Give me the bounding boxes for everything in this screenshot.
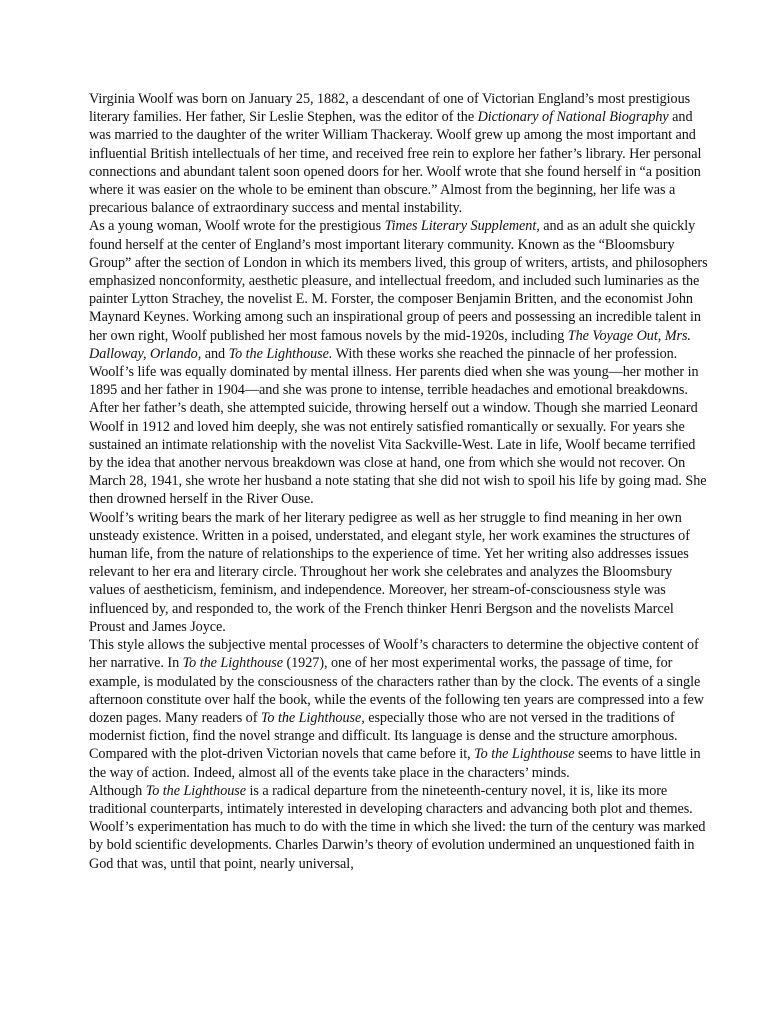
text-run: and bbox=[201, 345, 229, 362]
text-run: As a young woman, Woolf wrote for the prestigious bbox=[89, 218, 385, 235]
paragraph-5 bbox=[89, 636, 709, 782]
text-run: Virginia Woolf was born on January 25, 1882, a descendant of one of Victorian England’s most prestigious literary families. Her father, Sir Leslie Stephen, was the editor of the bbox=[89, 91, 691, 126]
italic-title-run: Dictionary of National Biography bbox=[477, 109, 669, 126]
text-run: With these works she reached the pinnacle of her profession. bbox=[332, 345, 678, 362]
text-run: Woolf’s life was equally dominated by mental illness. Her parents died when she was young—her mother in 1895 and her father in 1904—and she was prone to intense, terrible headaches and emotional breakdowns. After her father’s death, she attempted suicide, throwing herself out a window. Though she married Leonard Woolf in 1912 and loved him deeply, she was not entirely satisfied romantically or sexually. For years she sustained an intimate relationship with the novelist Vita Sackville-West. Late in life, Woolf became terrified by the idea that another nervous breakdown was close at hand, one from which she would not recover. On March 28, 1941, she wrote her husband a note stating that she did not wish to spoil his life by going mad. She then drowned herself in the River Ouse. bbox=[89, 364, 707, 508]
italic-title-run: To the Lighthouse bbox=[145, 782, 247, 799]
italic-title-run: The Voyage Out, Mrs. Dalloway, Orlando, bbox=[89, 327, 691, 362]
italic-title-run: To the Lighthouse. bbox=[228, 345, 333, 362]
text-run: is a radical departure from the nineteenth-century novel, it is, like its more traditional counterparts, intimately interested in developing characters and advancing both plot and themes. Woolf’s experimentation has much to do with the time in which she lived: the turn of the century was marked by bold scientific developments. Charles Darwin’s theory of evolution undermined an unquestioned faith in God that was, until that point, nearly universal, bbox=[89, 782, 706, 872]
italic-title-run: To the Lighthouse, bbox=[260, 709, 365, 726]
italic-title-run: To the Lighthouse bbox=[474, 746, 575, 763]
text-run: and was married to the daughter of the writer William Thackeray. Woolf grew up among the most important and influential British intellectuals of her time, and received free rein to explore her father’s library. Her personal connections and abundant talent soon opened doors for her. Woolf wrote that she found herself in “a position where it was easier on the whole to be eminent than obscure.” Almost from the beginning, her life was a precarious balance of extraordinary success and mental instability. bbox=[89, 109, 702, 217]
text-run: Woolf’s writing bears the mark of her literary pedigree as well as her struggle to find meaning in her own unsteady existence. Written in a poised, understated, and elegant style, her work examines the structures of human life, from the nature of relationships to the experience of time. Yet her writing also addresses issues relevant to her era and literary circle. Throughout her work she celebrates and analyzes the Bloomsbury values of aestheticism, feminism, and independence. Moreover, her stream-of-consciousness style was influenced by, and responded to, the work of the French thinker Henri Bergson and the novelists Marcel Proust and James Joyce. bbox=[89, 509, 690, 635]
paragraph-2 bbox=[89, 217, 709, 363]
paragraph-3 bbox=[89, 363, 709, 509]
text-run: seems to have little in the way of action. Indeed, almost all of the events take place in the characters’ minds. bbox=[89, 746, 701, 781]
text-run: Although bbox=[89, 782, 146, 799]
text-run: This style allows the subjective mental processes of Woolf’s characters to determine the objective content of her narrative. In bbox=[89, 637, 699, 672]
paragraph-1 bbox=[89, 90, 709, 217]
document-page bbox=[89, 90, 709, 873]
italic-title-run: Times Literary Supplement, bbox=[384, 218, 540, 235]
text-run: and as an adult she quickly found herself at the center of England’s most important literary community. Known as the “Bloomsbury Group” after the section of London in which its members lived, this group of writers, artists, and philosophers emphasized nonconformity, aesthetic pleasure, and intellectual freedom, and included such luminaries as the painter Lytton Strachey, the novelist E. M. Forster, the composer Benjamin Britten, and the economist John Maynard Keynes. Working among such an inspirational group of peers and possessing an incredible talent in her own right, Woolf published her most famous novels by the mid-1920s, including bbox=[89, 218, 708, 344]
paragraph-4 bbox=[89, 509, 709, 636]
text-run: especially those who are not versed in the traditions of modernist fiction, find the novel strange and difficult. Its language is dense and the structure amorphous. Compared with the plot-driven Victorian novels that came before it, bbox=[89, 709, 678, 763]
italic-title-run: To the Lighthouse bbox=[182, 655, 283, 672]
text-run: (1927), one of her most experimental works, the passage of time, for example, is modulated by the consciousness of the characters rather than by the clock. The events of a single afternoon constitute over half the book, while the events of the following ten years are compressed into a few dozen pages. Many readers of bbox=[89, 655, 705, 726]
paragraph-6 bbox=[89, 782, 709, 873]
